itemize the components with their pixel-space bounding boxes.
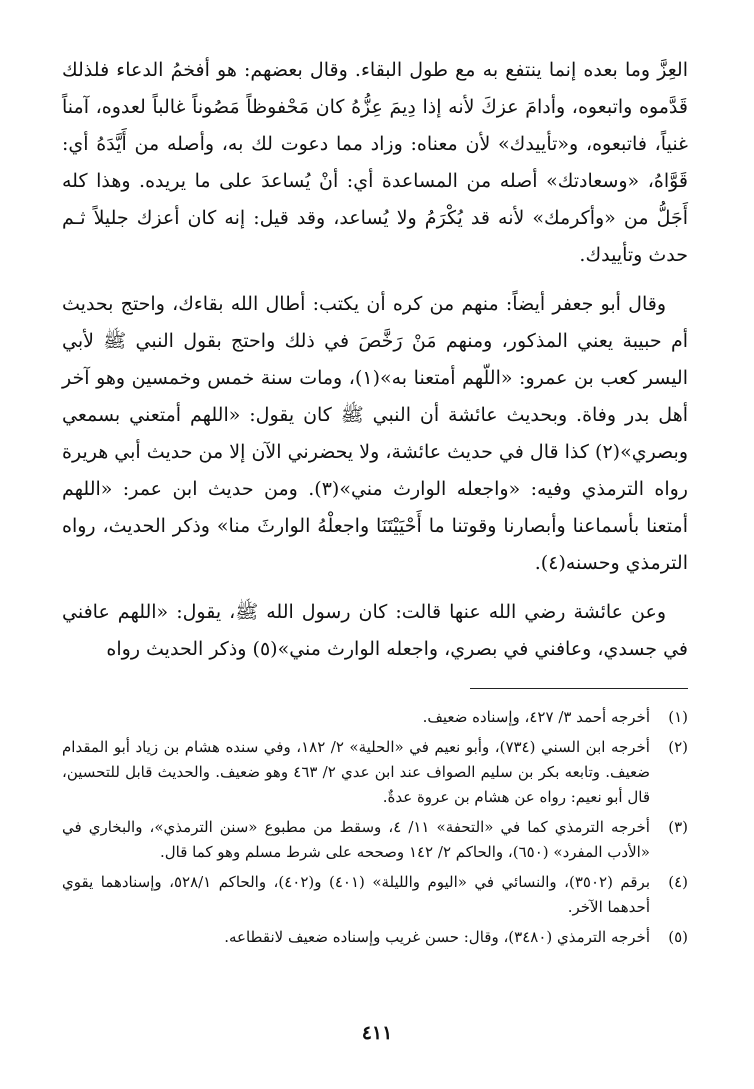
footnote-text: أخرجه الترمذي كما في «التحفة» ١١/ ٤، وسقط من مطبوع «سنن الترمذي»، والبخاري في «الأدب المفرد» (٦٥٠)، والحاكم ٢/ ١٤٢ وصححه على شرط مسلم وهو كما قال. [62,818,650,861]
footnote-text: برقم (٣٥٠٢)، والنسائي في «اليوم والليلة» (٤٠١) و(٤٠٢)، والحاكم ٥٢٨/١، وإسنادهما يقوي أحدهما الآخر. [62,873,651,916]
footnote-number: (٥) [668,928,688,946]
footnote-text: أخرجه أحمد ٣/ ٤٢٧، وإسناده ضعيف. [422,708,650,726]
footnote-separator [470,688,688,689]
paragraph-2: وقال أبو جعفر أيضاً: منهم من كره أن يكتب: أطال الله بقاءك، واحتج بحديث أم حبيبة يعني المذكور، ومنهم مَنْ رَخَّصَ في ذلك واحتج بقول النبي ﷺ لأبي اليسر كعب بن عمرو: «اللّهم أمتعنا به»(١)، ومات سنة خمس وخمسين وهو آخر أهل بدر وفاة. وبحديث عائشة أن النبي ﷺ كان يقول: «اللهم أمتعني بسمعي وبصري»(٢) كذا قال في حديث عائشة، ولا يحضرني الآن إلا من حديث أبي هريرة رواه الترمذي وفيه: «واجعله الوارث مني»(٣). ومن حديث ابن عمر: «اللهم أمتعنا بأسماعنا وأبصارنا وقوتنا ما أَحْيَيْتَنَا واجعلْهُ الوارثَ منا» وذكر الحديث، رواه الترمذي وحسنه(٤). [62,293,689,574]
paragraph-3: وعن عائشة رضي الله عنها قالت: كان رسول الله ﷺ، يقول: «اللهم عافني في جسدي، وعافني في بصري، واجعله الوارث مني»(٥) وذكر الحديث رواه [62,601,688,660]
footnote-number: (١) [668,708,688,726]
page-number: ٤١١ [361,1022,393,1044]
footnote-number: (٢) [668,738,688,756]
footnote-text: أخرجه الترمذي (٣٤٨٠)، وقال: حسن غريب وإسناده ضعيف لانقطاعه. [224,928,650,946]
footnote-2 [62,735,688,810]
main-text [62,52,688,668]
footnotes [62,705,688,955]
footnote-5 [62,925,688,950]
footnote-text: أخرجه ابن السني (٧٣٤)، وأبو نعيم في «الحلية» ٢/ ١٨٢، وفي سنده هشام بن زياد أبو المقدام ضعيف. وتابعه بكر بن سليم الصواف عند ابن عدي ٢/ ٤٦٣ وهو ضعيف. والحديث قابل للتحسين، قال أبو نعيم: رواه عن هشام بن عروة عدةٌ. [62,738,650,806]
footnote-number: (٤) [668,873,688,891]
paragraph-1: العِزَّ وما بعده إنما ينتفع به مع طول البقاء. وقال بعضهم: هو أفخمُ الدعاء فلذلك قَدَّموه واتبعوه، وأدامَ عزكَ لأنه إذا دِيمَ عِزُّهُ كان مَحْفوظاً مَصُوناً غالباً لعدوه، آمناً غنياً، فاتبعوه، و«تأييدك» لأن معناه: وزاد مما دعوت لك به، وأصله من أَيَّدَهُ أي: قَوَّاهُ، «وسعادتك» أصله من المساعدة أي: أنْ يُساعدَ على ما يريده. وهذا كله أَجَلُّ من «وأكرمك» لأنه قد يُكْرَمُ ولا يُساعد، وقد قيل: إنه كان أعزك جليلاً ثـم حدث وتأييدك. [62,59,688,266]
footnote-number: (٣) [668,818,688,836]
footnote-3 [62,815,688,865]
footnote-1 [62,705,688,730]
footnote-4 [62,870,688,920]
